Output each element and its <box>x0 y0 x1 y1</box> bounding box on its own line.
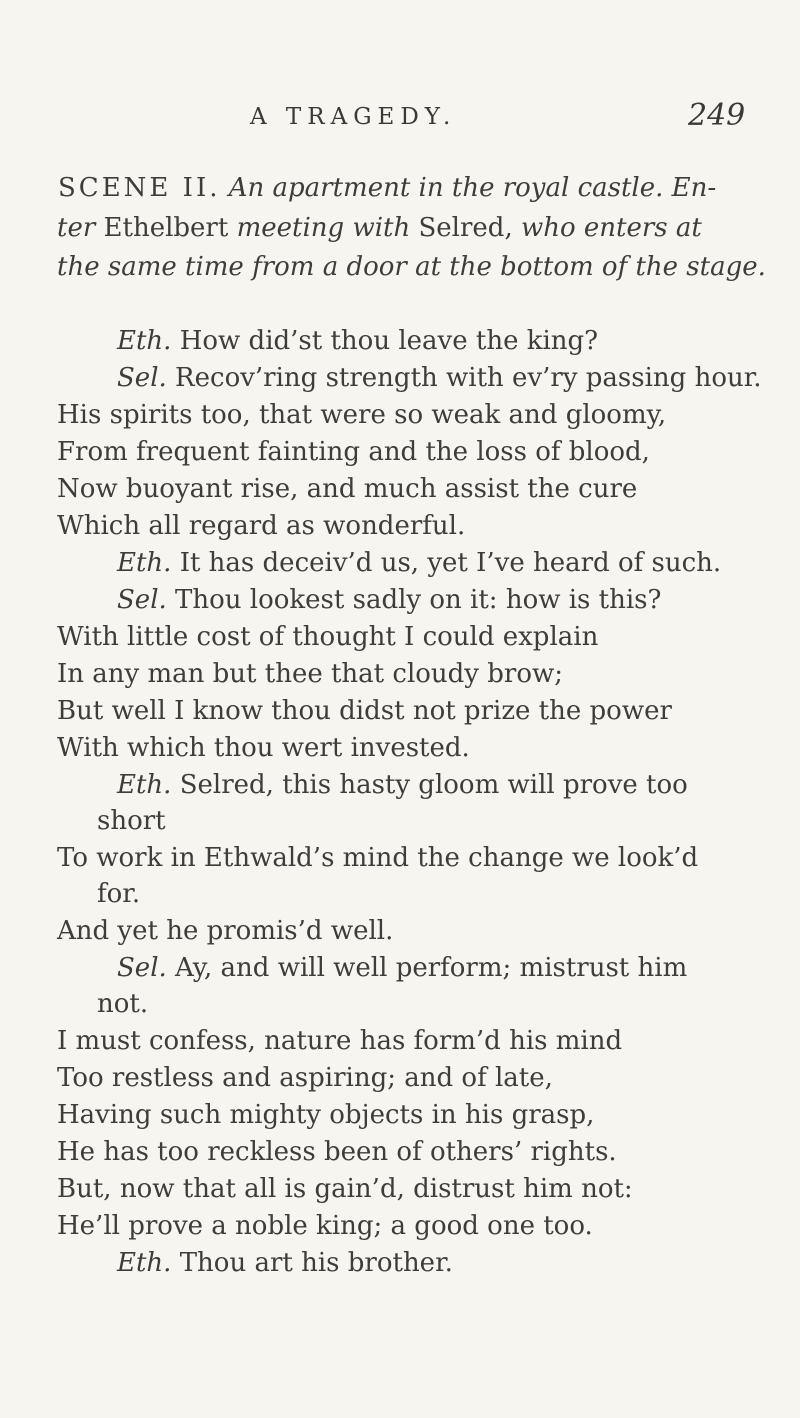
verse-line <box>57 620 598 654</box>
verse-line <box>117 768 688 802</box>
verse-text: His spirits too, that were so weak and gloomy, <box>57 400 667 430</box>
verse-line-continuation <box>97 804 166 838</box>
verse-line <box>57 1061 553 1095</box>
speaker-label: Eth. <box>117 770 172 800</box>
speaker-label: Eth. <box>117 548 172 578</box>
scene-heading-line-1 <box>58 171 716 205</box>
verse-text: It has deceiv’d us, yet I’ve heard of such. <box>179 548 722 578</box>
verse-line <box>57 657 563 691</box>
verse-text: not. <box>97 989 149 1019</box>
verse-text: Having such mighty objects in his grasp, <box>57 1100 595 1130</box>
verse-text: Recov’ring strength with ev’ry passing hour. <box>175 363 762 393</box>
scene-label: SCENE II. <box>58 173 221 203</box>
page-number: 249 <box>688 98 746 133</box>
speaker-label: Sel. <box>117 953 167 983</box>
verse-text: And yet he promis’d well. <box>57 916 394 946</box>
verse-text: Ay, and will well perform; mistrust him <box>175 953 688 983</box>
verse-line <box>57 731 470 765</box>
verse-text: But well I know thou didst not prize the power <box>57 696 672 726</box>
verse-text: To work in Ethwald’s mind the change we look’d <box>57 843 699 873</box>
verse-line <box>57 509 465 543</box>
verse-text: Selred, this hasty gloom will prove too <box>179 770 688 800</box>
verse-line <box>57 398 666 432</box>
verse-text: I must confess, nature has form’d his mind <box>57 1026 623 1056</box>
speaker-label: Sel. <box>117 585 167 615</box>
scene-heading-line-3 <box>57 250 766 284</box>
verse-text: Now buoyant rise, and much assist the cure <box>57 474 638 504</box>
verse-line <box>57 1209 593 1243</box>
verse-text: With little cost of thought I could explain <box>57 622 599 652</box>
verse-text: From frequent fainting and the loss of blood, <box>57 437 650 467</box>
verse-line <box>57 1024 622 1058</box>
verse-line <box>117 546 721 580</box>
speaker-label: Eth. <box>117 326 172 356</box>
running-title: A TRAGEDY. <box>250 104 457 130</box>
verse-text: short <box>97 806 166 836</box>
verse-line <box>117 324 598 358</box>
verse-text: Thou art his brother. <box>179 1248 453 1278</box>
verse-text: He’ll prove a noble king; a good one too. <box>57 1211 593 1241</box>
verse-line <box>117 583 661 617</box>
verse-line <box>117 951 687 985</box>
verse-text: But, now that all is gain’d, distrust him not: <box>57 1174 633 1204</box>
verse-text: With which thou wert invested. <box>57 733 470 763</box>
stage-direction-3: the same time from a door at the bottom of the stage. <box>57 252 766 282</box>
speaker-label: Sel. <box>117 363 167 393</box>
verse-text: Thou lookest sadly on it: how is this? <box>175 585 662 615</box>
verse-line <box>57 841 698 875</box>
verse-line <box>117 1246 453 1280</box>
stage-direction-2a: ter <box>57 213 96 243</box>
verse-line <box>57 914 393 948</box>
verse-line-continuation <box>97 987 148 1021</box>
speaker-label: Eth. <box>117 1248 172 1278</box>
verse-line <box>117 361 762 395</box>
verse-line-continuation <box>97 877 140 911</box>
verse-text: Which all regard as wonderful. <box>57 511 466 541</box>
verse-line <box>57 472 637 506</box>
verse-line <box>57 1172 633 1206</box>
verse-line <box>57 435 650 469</box>
stage-direction-1: An apartment in the royal castle. En- <box>228 173 717 203</box>
stage-direction-2b: meeting with <box>236 213 411 243</box>
scene-heading-line-2 <box>57 211 702 245</box>
verse-text: for. <box>97 879 141 909</box>
verse-line <box>57 694 672 728</box>
verse-text: In any man but thee that cloudy brow; <box>57 659 563 689</box>
verse-text: How did’st thou leave the king? <box>179 326 599 356</box>
character-name-selred: Selred, <box>418 213 513 243</box>
character-name-ethelbert: Ethelbert <box>103 213 229 243</box>
verse-text: He has too reckless been of others’ rights. <box>57 1137 617 1167</box>
running-head <box>0 98 800 144</box>
verse-line <box>57 1135 617 1169</box>
verse-text: Too restless and aspiring; and of late, <box>57 1063 553 1093</box>
verse-line <box>57 1098 594 1132</box>
stage-direction-2c: who enters at <box>520 213 702 243</box>
